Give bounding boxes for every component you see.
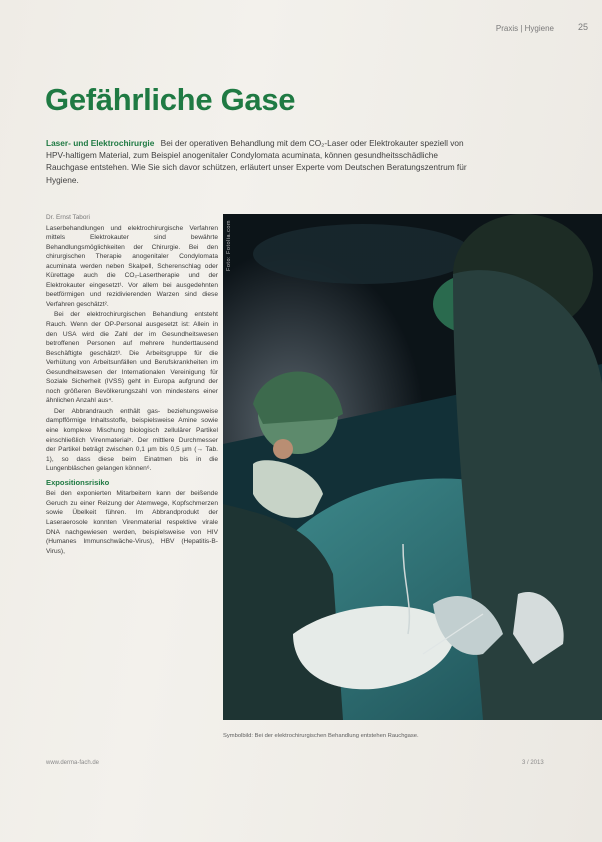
body-column [46,213,218,557]
lead-text: Bei der operativen Behandlung mit dem CO₂-Laser oder Elektrokauter speziell von HPV-haltigem Material, zum Beispiel anogenitaler Condylomata acuminata, können gesundheitsschädliche Rauchgase entstehen. Wie Sie sich davor schützen, erläutert unser Experte vom Deutschen Beratungszentrum für Hygiene. [46,138,467,185]
author-byline: Dr. Ernst Tabori [46,214,90,221]
body-paragraph: Bei den exponierten Mitarbeitern kann der beißende Geruch zu einer Reizung der Atemwege, Kopfschmerzen sowie Übelkeit führen. Im Abbrandprodukt der Laseraerosole konnten Virenmaterial respektive virale DNA nachgewiesen werden, beispielsweise von HIV (Humanes Immunschwäche-Virus), HBV (Hepatitis-B-Virus), [46,490,218,555]
article-lead [46,137,480,186]
article-title: Gefährliche Gase [45,82,296,117]
body-paragraph: Laserbehandlungen und elektrochirurgische Verfahren mittels Elektrokauter sind bewährte Behandlungsmöglichkeiten der Chirurgie. Bei den chirurgischen Therapie anogenitaler Condylomata acuminata werden neben Skalpell, Scherenschlag oder Kürettage auch die CO₂-Lasertherapie und der Elektrokauter eingesetzt¹. Vor allem bei ausgedehnten beetförmigen und rezidivierenden Warzen sind diese Verfahren geschätzt². [46,224,218,308]
photo-credit: Foto: Fotolia.com [226,220,232,271]
section-header: Praxis | Hygiene [495,24,554,33]
photo-caption: Symbolbild: Bei der elektrochirurgischen Behandlung entstehen Rauchgase. [223,733,419,739]
surgery-photo [223,214,602,720]
footer-url: www.derma-fach.de [46,760,100,766]
section-subhead: Expositionsrisiko [46,477,110,487]
page-number: 25 [577,22,588,32]
body-paragraph: Bei der elektrochirurgischen Behandlung entsteht Rauch. Wenn der OP-Personal ausgesetzt ist: Allein in den USA wird die Zahl der im Gesundheitswesen betroffenen Personen auf mehrere hunderttausend Beschäftigte geschätzt³. Die Arbeitsgruppe für die Verhütung von Arbeitsunfällen und Berufskrankheiten im Gesundheitswesen der Internationalen Vereinigung für Soziale Sicherheit (IVSS) geht in Europa aufgrund der noch größeren Bevölkerungszahl von mindestens einer ähnlichen Anzahl aus⁴. [46,311,218,405]
footer-issue: 3 / 2013 [522,760,544,766]
lead-kicker: Laser- und Elektrochirurgie [46,138,155,148]
body-paragraph: Der Abbrandrauch enthält gas- beziehungsweise dampfförmige Inhaltsstoffe, beispielsweise Amine sowie eine komplexe Mischung biologisch zellulärer Partikel einschließlich Virenmaterial⁵. Der mittlere Durchmesser der Partikel beträgt zwischen 0,1 µm bis 0,5 µm (→ Tab. 1), so dass diese beim Einatmen bis in die Lungenbläschen gelangen können⁶. [46,407,218,473]
